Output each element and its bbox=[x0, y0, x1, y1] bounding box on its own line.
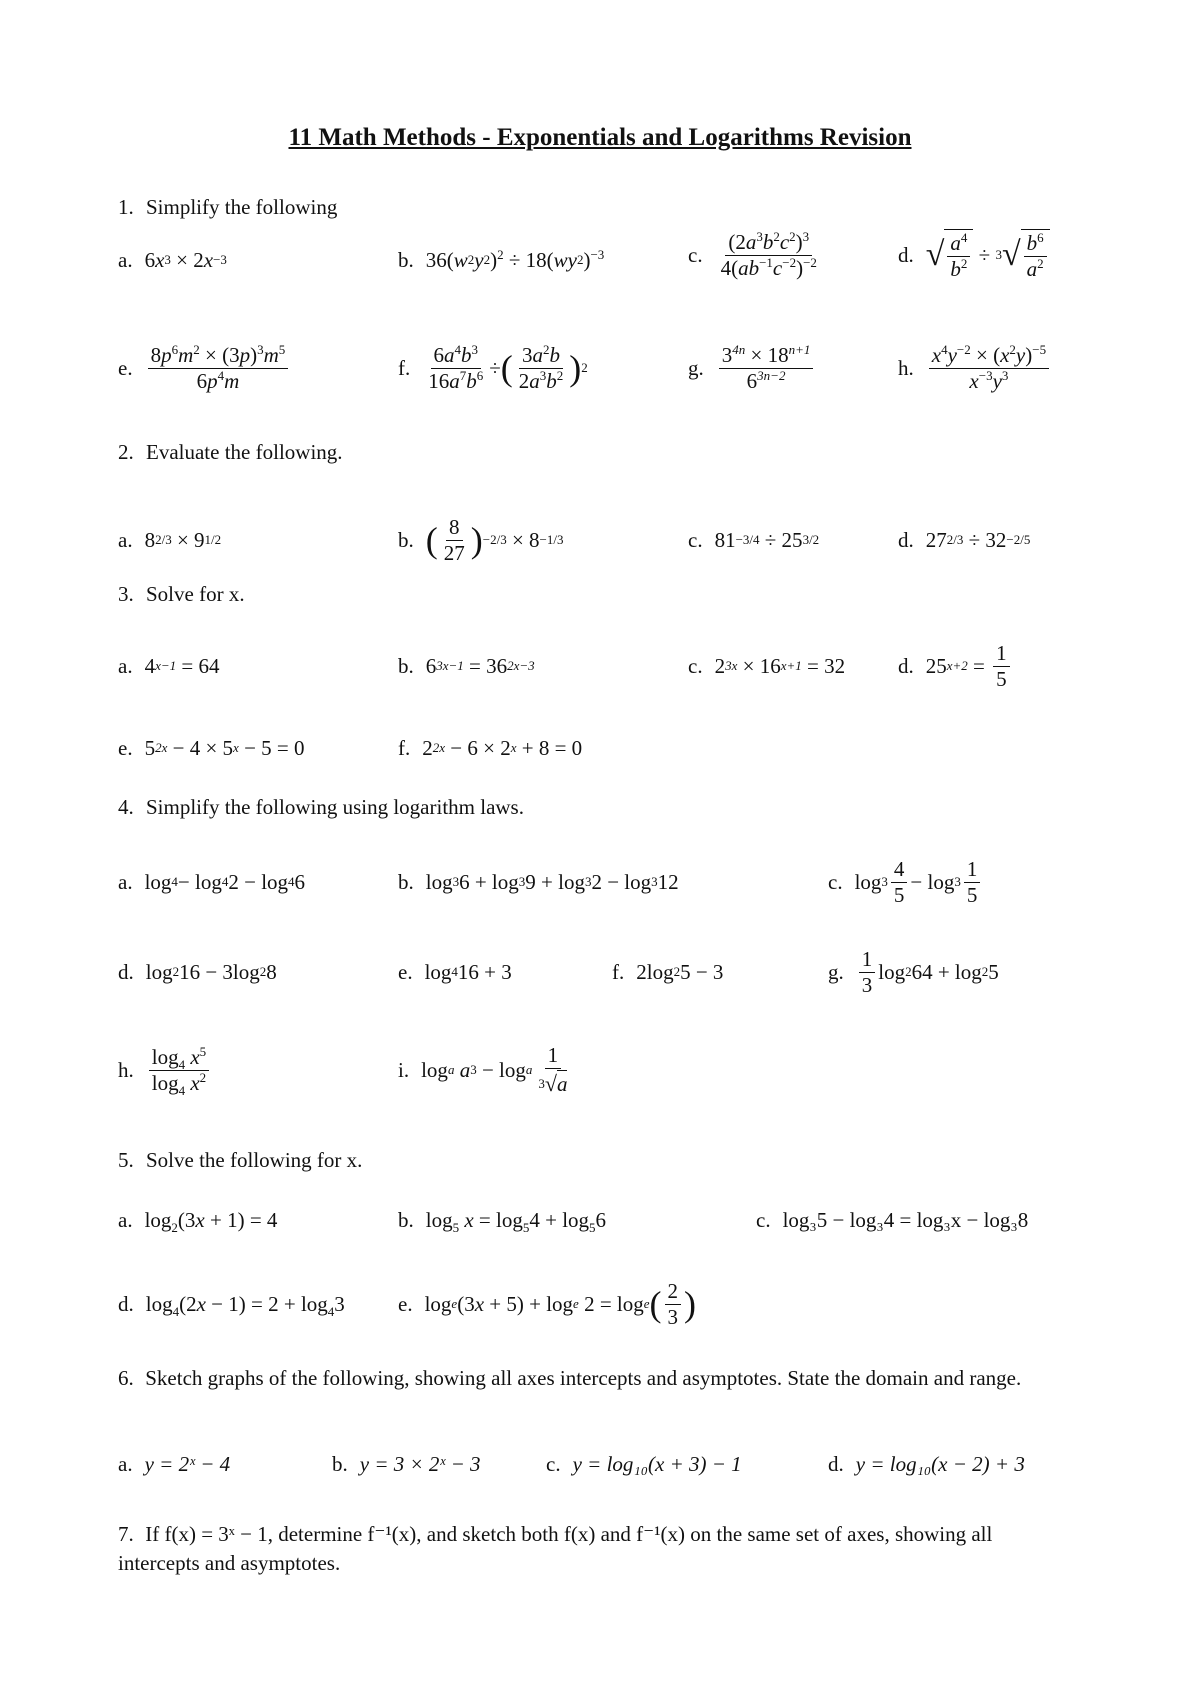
expression: $\frac{(2a^3b^2c^2)^3}{4(ab^{-1}c^{-2})^{-2}}$ bbox=[720, 229, 817, 280]
section-2-heading: 2. Evaluate the following. bbox=[118, 440, 343, 464]
q4f: f. 2log 2 5 − 3 bbox=[612, 959, 724, 984]
q3e: e. 5 2x − 4 × 5 x − 5 = 0 bbox=[118, 735, 305, 760]
expression: 27 2/3 ÷ 32 −2/5 bbox=[925, 527, 1031, 552]
expression: y = log₁₀(x + 3) − 1 bbox=[572, 1451, 742, 1476]
expression: log 3 6 + log 3 9 + log 3 2 − log 3 12 bbox=[425, 869, 679, 894]
q1c: c. $\frac{(2a^3b^2c^2)^3}{4(ab^{-1}c^{-2})^{-2}}$ bbox=[688, 225, 823, 285]
expression: 6 3x−1 = 36 2x−3 bbox=[425, 653, 535, 678]
expression: y = 2ˣ − 4 bbox=[144, 1451, 231, 1476]
q3a: a. 4 x−1 = 64 bbox=[118, 653, 220, 678]
q1a: a. 6 x 3 × 2 x −3 bbox=[118, 247, 227, 272]
expression: log 2 16 − 3log 2 8 bbox=[145, 959, 277, 984]
expression: 6 x 3 × 2 x −3 bbox=[144, 247, 227, 272]
q3c: c. 2 3x × 16 x+1 = 32 bbox=[688, 653, 846, 678]
expression: log 3 $\frac{4}{5}$ − log 3 $\frac{1}{5}$ bbox=[855, 857, 984, 906]
expression: y = log₁₀(x − 2) + 3 bbox=[855, 1451, 1025, 1476]
expression: $\log_5$ x = $\log_54 + \log_56$ bbox=[425, 1207, 607, 1235]
section-number: 1. bbox=[118, 195, 134, 219]
q1h: h. $\frac{x^4y^{-2} \times (x^2y)^{-5}}{x^{-3}y^3}$ bbox=[898, 338, 1052, 398]
expression: 8 2/3 × 9 1/2 bbox=[144, 527, 222, 552]
section-7-heading: 7. If f(x) = 3ˣ − 1, determine f⁻¹(x), and sketch both f(x) and f⁻¹(x) on the same set of axes, showing all intercepts and asymptotes. bbox=[118, 1522, 993, 1575]
q4b: b. log 3 6 + log 3 9 + log 3 2 − log 3 12 bbox=[398, 869, 679, 894]
q6b: b. y = 3 × 2ˣ − 3 bbox=[332, 1451, 481, 1476]
q6a: a. y = 2ˣ − 4 bbox=[118, 1451, 231, 1476]
q5c: c. log₃5 − log₃4 = log₃x − log₃8 bbox=[756, 1207, 1029, 1232]
expression: $\frac{6a^4b^3}{16a^7b^6}$ ÷ ( $\frac{3a^2b}{2a^3b^2}$ ) 2 bbox=[428, 342, 588, 393]
expression: $\log_4(2$ x − $1) = 2 + \log_43$ bbox=[145, 1291, 345, 1319]
expression: $\frac{\log_4 x^5}{\log_4 x^2}$ bbox=[146, 1045, 212, 1094]
page-title: 11 Math Methods - Exponentials and Logarithms Revision bbox=[288, 124, 912, 151]
section-4-heading: 4. Simplify the following using logarithm laws. bbox=[118, 795, 524, 819]
q5e: e. log e (3 x + 5) + log e 2 = log e ( $\frac{2}{3}$ ) bbox=[398, 1279, 697, 1329]
section-3-heading: 3. Solve for x. bbox=[118, 582, 245, 606]
q1g: g. $\frac{3^{4n} \times 18^{n+1}}{6^{3n-2}}$ bbox=[688, 338, 816, 398]
q4i: i. log a a 3 − log a 1 3 √ a bbox=[398, 1040, 573, 1100]
q3b: b. 6 3x−1 = 36 2x−3 bbox=[398, 653, 535, 678]
expression: $\frac{x^4y^{-2} \times (x^2y)^{-5}}{x^{-3}y^3}$ bbox=[926, 343, 1052, 392]
expression: y = 3 × 2ˣ − 3 bbox=[359, 1451, 481, 1476]
expression: 5 2x − 4 × 5 x − 5 = 0 bbox=[144, 735, 305, 760]
expression: log a a 3 − log a 1 3 √ a bbox=[421, 1043, 568, 1097]
q4g: g. $\frac{1}{3}$ log 2 64 + log 2 5 bbox=[828, 947, 999, 997]
section-6-heading: 6. Sketch graphs of the following, showing all axes intercepts and asymptotes. State the domain and range. bbox=[118, 1366, 1022, 1390]
q1f: f. $\frac{6a^4b^3}{16a^7b^6}$ ÷ ( $\frac{3a^2b}{2a^3b^2}$ ) 2 bbox=[398, 342, 588, 393]
expression: 36( w 2 y 2 )$^2$ ÷ 18( wy 2 )$^{-3}$ bbox=[425, 246, 605, 272]
expression: 2 2x − 6 × 2 x + 8 = 0 bbox=[422, 735, 583, 760]
expression: $\frac{8p^6m^2 \times (3p)^3m^5}{6p^4m}$ bbox=[145, 343, 292, 392]
q1e: e. $\frac{8p^6m^2 \times (3p)^3m^5}{6p^4m}$ bbox=[118, 338, 291, 398]
q6d: d. y = log₁₀(x − 2) + 3 bbox=[828, 1451, 1025, 1476]
q2c: c. 81 −3/4 ÷ 25 3/2 bbox=[688, 527, 820, 552]
q5a: a. $\log_2(3$ x + 1) = 4 bbox=[118, 1207, 278, 1235]
q4c: c. log 3 $\frac{4}{5}$ − log 3 $\frac{1}{5}$ bbox=[828, 852, 983, 912]
expression: $\frac{1}{3}$ log 2 64 + log 2 5 bbox=[856, 947, 999, 996]
q1d: d. √ $\frac{a^4}{b^2}$ ÷ 3 √ $\frac{b^6}{a^2}$ bbox=[898, 225, 1050, 285]
q2a: a. 8 2/3 × 9 1/2 bbox=[118, 527, 222, 552]
expression: log 4 16 + 3 bbox=[424, 959, 512, 984]
q6c: c. y = log₁₀(x + 3) − 1 bbox=[546, 1451, 742, 1476]
expression: log₃5 − log₃4 = log₃x − log₃8 bbox=[782, 1207, 1029, 1232]
q5b: b. $\log_5$ x = $\log_54 + \log_56$ bbox=[398, 1207, 607, 1235]
expression: 2 3x × 16 x+1 = 32 bbox=[714, 653, 846, 678]
expression: 81 −3/4 ÷ 25 3/2 bbox=[714, 527, 820, 552]
expression: √ $\frac{a^4}{b^2}$ ÷ 3 √ $\frac{b^6}{a^2}$ bbox=[926, 229, 1050, 280]
section-5-heading: 5. Solve the following for x. bbox=[118, 1148, 363, 1172]
expression: 25 x+2 = $\frac{1}{5}$ bbox=[926, 641, 1013, 690]
expression: $\log_2(3$ x + 1) = 4 bbox=[144, 1207, 278, 1235]
q3f: f. 2 2x − 6 × 2 x + 8 = 0 bbox=[398, 735, 583, 760]
expression: 2log 2 5 − 3 bbox=[636, 959, 724, 984]
section-1-heading bbox=[118, 195, 337, 220]
q4h: h. $\frac{\log_4 x^5}{\log_4 x^2}$ bbox=[118, 1040, 212, 1100]
q4d: d. log 2 16 − 3log 2 8 bbox=[118, 959, 277, 984]
q2d: d. 27 2/3 ÷ 32 −2/5 bbox=[898, 527, 1031, 552]
expression: log 4 − log 4 2 − log 4 6 bbox=[144, 869, 306, 894]
q1b: b. 36( w 2 y 2 )$^2$ ÷ 18( wy 2 )$^{-3}$ bbox=[398, 246, 605, 272]
expression: 4 x−1 = 64 bbox=[144, 653, 220, 678]
q4e: e. log 4 16 + 3 bbox=[398, 959, 512, 984]
q3d: d. 25 x+2 = $\frac{1}{5}$ bbox=[898, 636, 1013, 696]
section-instruction: Simplify the following bbox=[146, 195, 338, 219]
expression: $\frac{3^{4n} \times 18^{n+1}}{6^{3n-2}}$ bbox=[716, 343, 817, 392]
q5d: d. $\log_4(2$ x − $1) = 2 + \log_43$ bbox=[118, 1291, 345, 1319]
q4a: a. log 4 − log 4 2 − log 4 6 bbox=[118, 869, 306, 894]
expression: ( $\frac{8}{27}$ ) −2/3 × 8 −1/3 bbox=[425, 515, 564, 565]
q2b: b. ( $\frac{8}{27}$ ) −2/3 × 8 −1/3 bbox=[398, 515, 564, 565]
expression: log e (3 x + 5) + log e 2 = log e ( $\frac{2}{3}$ ) bbox=[424, 1279, 697, 1329]
